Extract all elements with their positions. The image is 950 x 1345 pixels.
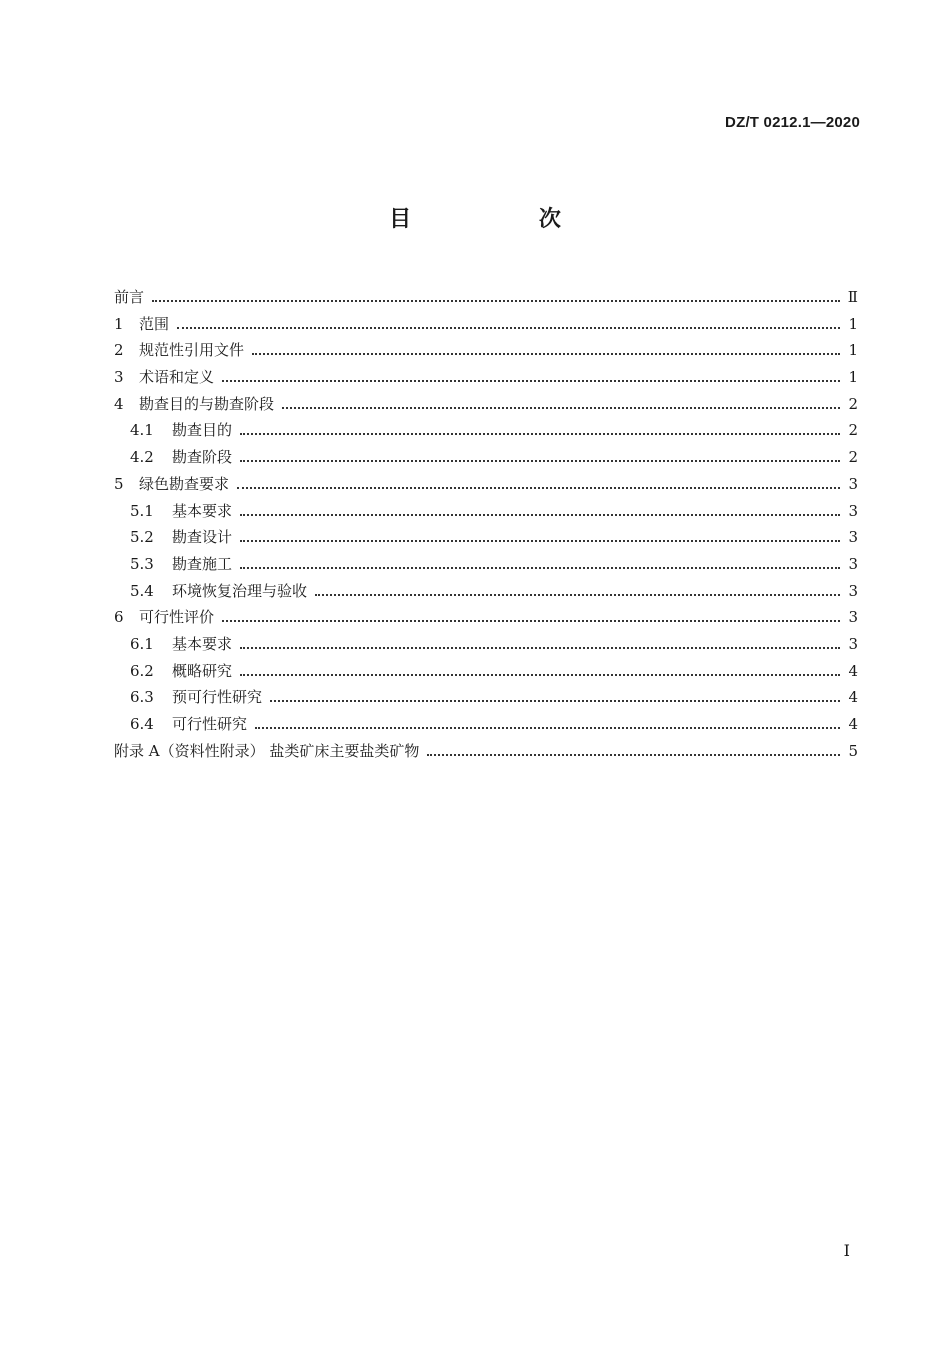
toc-entry-label: 勘查目的 — [172, 421, 233, 440]
page-title: 目 次 — [389, 207, 621, 232]
toc-entry-number: 1 — [114, 314, 124, 333]
toc-entry-page: 1 — [848, 341, 858, 360]
toc-entry-number: 6.1 — [130, 634, 154, 653]
toc-entry-page: 1 — [848, 314, 858, 333]
toc-entry-number: 6.2 — [130, 661, 154, 680]
toc-entry[interactable] — [114, 444, 858, 471]
table-of-contents — [114, 284, 858, 764]
toc-entry-number: 5.2 — [130, 528, 154, 547]
toc-entry[interactable] — [114, 391, 858, 418]
toc-entry[interactable] — [114, 498, 858, 525]
toc-leader-dots — [177, 327, 840, 329]
toc-entry-page: 3 — [848, 554, 858, 573]
toc-entry[interactable] — [114, 578, 858, 605]
toc-entry[interactable] — [114, 551, 858, 578]
toc-entry-label: 绿色勘查要求 — [139, 474, 230, 493]
toc-entry[interactable] — [114, 604, 858, 631]
standard-code: DZ/T 0212.1—2020 — [725, 114, 860, 131]
toc-entry-number: 5.1 — [130, 501, 154, 520]
toc-leader-dots — [282, 407, 840, 409]
page-number: I — [843, 1241, 850, 1260]
toc-entry-label: 预可行性研究 — [172, 688, 263, 707]
toc-leader-dots — [270, 700, 840, 702]
toc-leader-dots — [222, 380, 840, 382]
toc-leader-dots — [240, 433, 840, 435]
toc-entry-label: 可行性研究 — [172, 715, 248, 733]
toc-entry-page: 2 — [848, 448, 858, 467]
toc-entry-page: 3 — [848, 634, 858, 653]
toc-entry[interactable] — [114, 631, 858, 658]
toc-entry-page: 4 — [848, 715, 858, 733]
toc-entry-page: 3 — [848, 501, 858, 520]
toc-leader-dots — [240, 540, 840, 542]
toc-entry-page: 2 — [848, 421, 858, 440]
toc-entry-label: 概略研究 — [172, 661, 233, 680]
toc-entry-label: 环境恢复治理与验收 — [172, 581, 308, 600]
toc-entry-page: 3 — [848, 608, 858, 627]
toc-entry-number: 4.1 — [130, 421, 154, 440]
toc-entry-label: 前言 — [114, 288, 145, 306]
toc-entry[interactable] — [114, 284, 858, 311]
toc-entry[interactable] — [114, 417, 858, 444]
toc-entry-page: 3 — [848, 581, 858, 600]
toc-entry-number: 4.2 — [130, 448, 154, 467]
toc-entry-label: 勘查施工 — [172, 554, 233, 573]
toc-entry-page: 3 — [848, 474, 858, 493]
toc-entry-number: 3 — [114, 368, 124, 387]
toc-leader-dots — [315, 594, 840, 596]
toc-entry-label: 范围 — [139, 314, 170, 333]
toc-leader-dots — [252, 353, 840, 355]
toc-entry-number: 6.4 — [130, 715, 154, 733]
toc-leader-dots — [427, 754, 840, 756]
toc-entry[interactable] — [114, 738, 858, 765]
toc-entry-label: 附录 A（资料性附录） 盐类矿床主要盐类矿物 — [114, 741, 420, 760]
toc-entry-number: 2 — [114, 341, 124, 360]
toc-entry-label: 规范性引用文件 — [139, 341, 245, 360]
toc-entry-label: 勘查目的与勘查阶段 — [139, 394, 275, 413]
toc-entry-page: 3 — [848, 528, 858, 547]
toc-entry-page: 5 — [848, 741, 858, 760]
toc-entry[interactable] — [114, 684, 858, 711]
toc-entry[interactable] — [114, 364, 858, 391]
toc-entry[interactable] — [114, 471, 858, 498]
toc-entry-number: 4 — [114, 394, 124, 413]
toc-leader-dots — [237, 487, 840, 489]
toc-leader-dots — [222, 620, 840, 622]
toc-entry[interactable] — [114, 711, 858, 738]
toc-entry[interactable] — [114, 524, 858, 551]
toc-entry-number: 5.4 — [130, 581, 154, 600]
toc-entry-label: 基本要求 — [172, 501, 233, 520]
toc-entry-number: 6.3 — [130, 688, 154, 707]
toc-leader-dots — [240, 647, 840, 649]
toc-leader-dots — [255, 727, 840, 729]
toc-entry[interactable] — [114, 311, 858, 338]
toc-entry-page: 1 — [848, 368, 858, 387]
toc-leader-dots — [240, 460, 840, 462]
toc-entry-label: 勘查设计 — [172, 528, 233, 547]
toc-leader-dots — [240, 514, 840, 516]
toc-entry-number: 6 — [114, 608, 124, 627]
toc-entry[interactable] — [114, 658, 858, 685]
toc-entry-page: 4 — [848, 688, 858, 707]
toc-entry-page: 4 — [848, 661, 858, 680]
toc-entry-label: 可行性评价 — [139, 608, 215, 627]
toc-leader-dots — [240, 567, 840, 569]
toc-entry-page: 2 — [848, 394, 858, 413]
toc-entry-number: 5.3 — [130, 554, 154, 573]
toc-entry-label: 基本要求 — [172, 634, 233, 653]
toc-entry-label: 术语和定义 — [139, 368, 215, 387]
toc-entry-page: Ⅱ — [847, 288, 858, 306]
toc-leader-dots — [152, 300, 840, 302]
toc-entry-label: 勘查阶段 — [172, 448, 233, 467]
toc-entry-number: 5 — [114, 474, 124, 493]
toc-leader-dots — [240, 674, 840, 676]
toc-entry[interactable] — [114, 337, 858, 364]
